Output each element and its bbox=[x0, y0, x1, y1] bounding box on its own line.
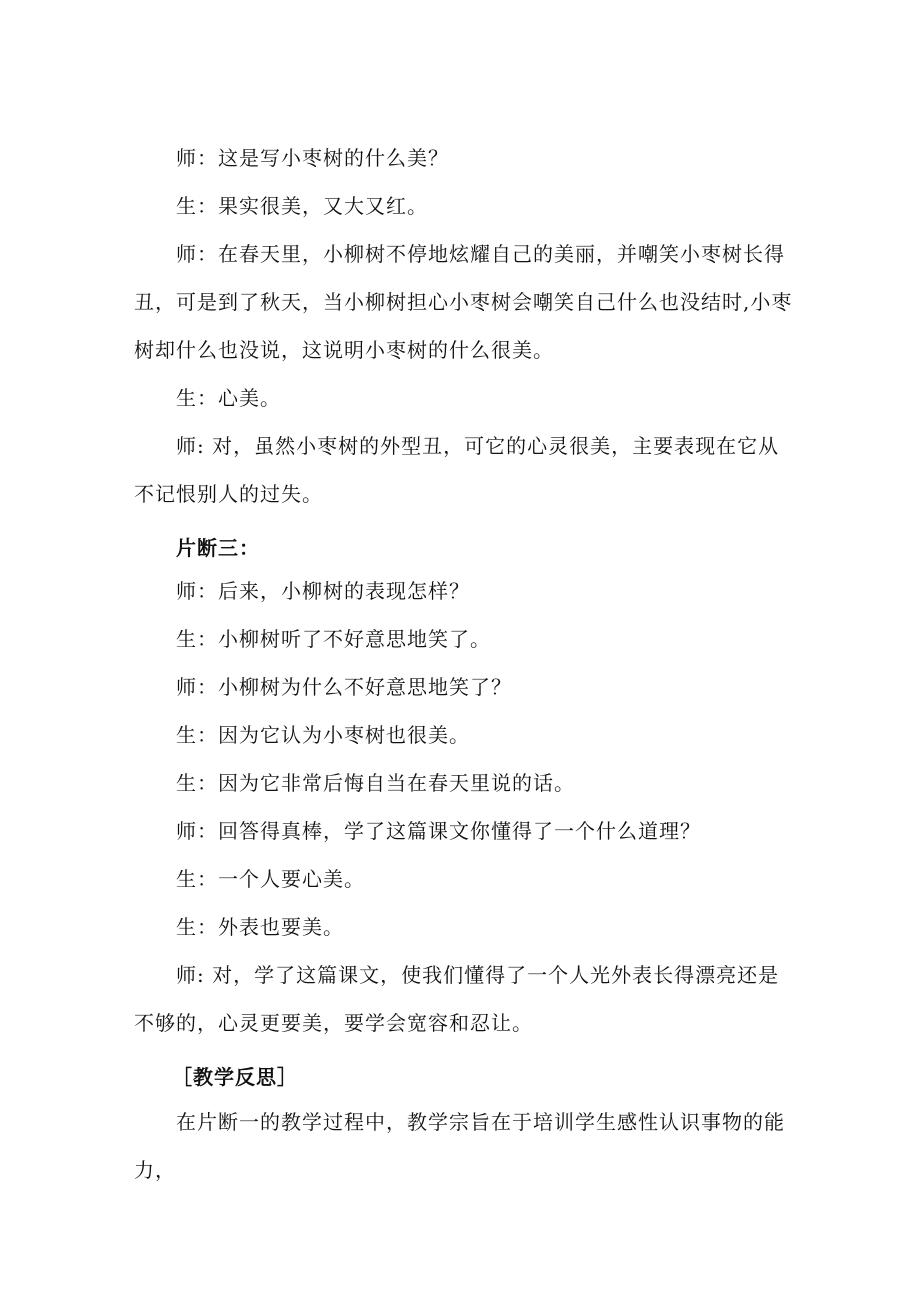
dialogue-line: 生：果实很美，又大又红。 bbox=[176, 194, 428, 218]
dialogue-paragraph: 师: 对，虽然小枣树的外型丑，可它的心灵很美，主要表现在它从不记恨别人的过失。 bbox=[134, 434, 780, 506]
reflection-heading: ［教学反思］ bbox=[172, 1065, 298, 1089]
dialogue-line: 生：小柳树听了不好意思地笑了。 bbox=[176, 627, 491, 651]
dialogue-line: 生：因为它非常后悔自当在春天里说的话。 bbox=[176, 771, 575, 795]
dialogue-line: 生：一个人要心美。 bbox=[176, 867, 365, 891]
dialogue-line: 生：心美。 bbox=[176, 386, 281, 410]
dialogue-line: 师：这是写小枣树的什么美？ bbox=[176, 146, 449, 170]
dialogue-paragraph: 师: 对，学了这篇课文，使我们懂得了一个人光外表长得漂亮还是不够的，心灵更要美，要学会宽容和忍让。 bbox=[134, 963, 780, 1035]
dialogue-line: 师：小柳树为什么不好意思地笑了？ bbox=[176, 675, 512, 699]
dialogue-line: 师：回答得真棒，学了这篇课文你懂得了一个什么道理？ bbox=[176, 819, 701, 843]
section-heading: 片断三： bbox=[176, 536, 260, 560]
dialogue-paragraph: 师：在春天里，小柳树不停地炫耀自己的美丽，并嘲笑小枣树长得丑，可是到了秋天，当小柳树担心小枣树会嘲笑自己什么也没结时,小枣树却什么也没说，这说明小枣树的什么很美。 bbox=[134, 242, 793, 362]
dialogue-line: 生：因为它认为小枣树也很美。 bbox=[176, 723, 470, 747]
dialogue-line: 师：后来，小柳树的表现怎样？ bbox=[176, 579, 470, 603]
dialogue-line: 生：外表也要美。 bbox=[176, 915, 344, 939]
reflection-paragraph: 在片断一的教学过程中，教学宗旨在于培训学生感性认识事物的能力， bbox=[134, 1110, 785, 1182]
